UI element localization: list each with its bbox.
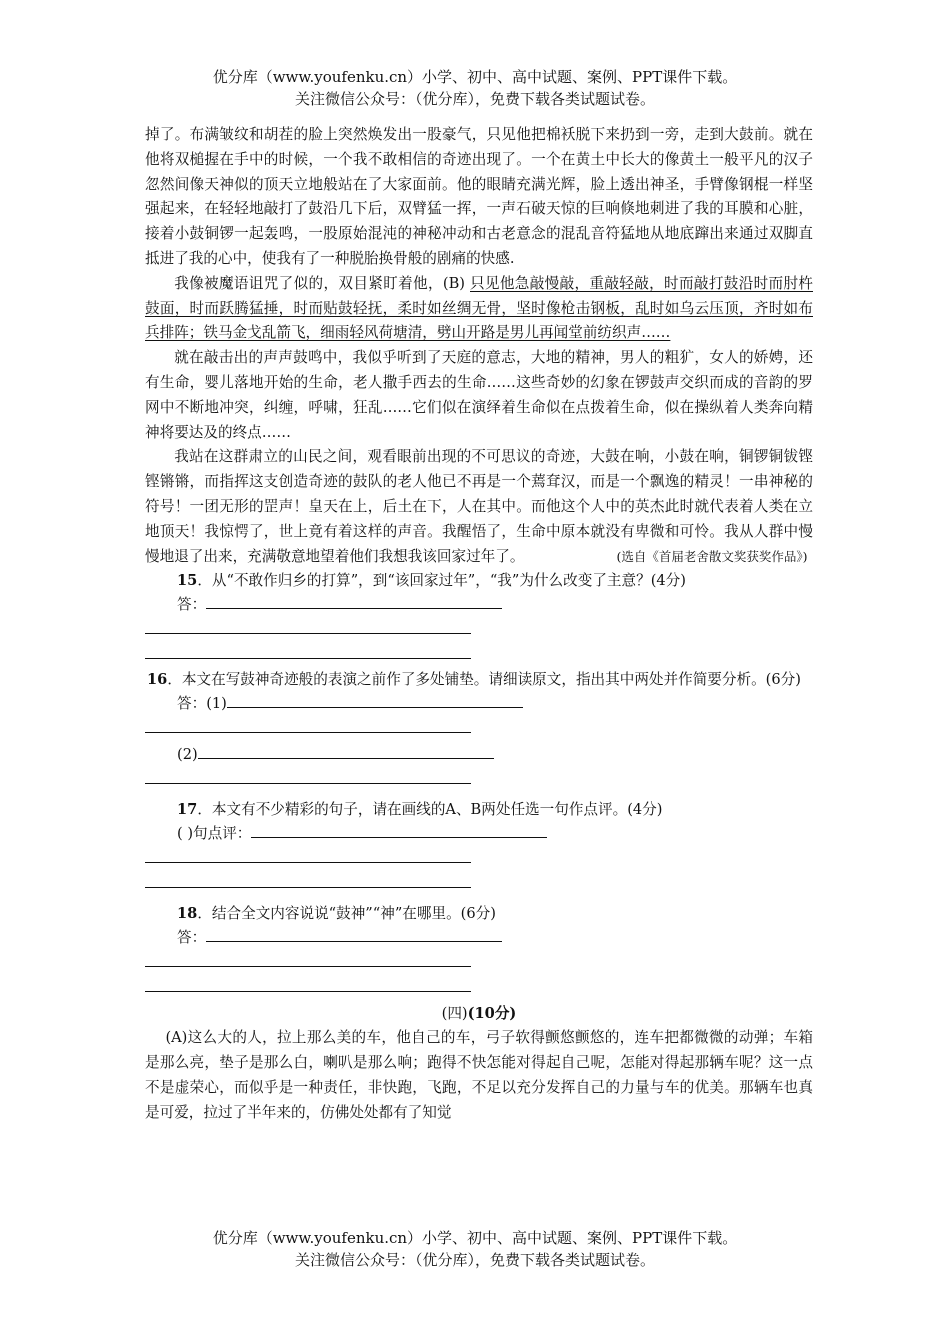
section-4-label: (四) <box>441 1005 468 1023</box>
header-line-1: 优分库（www.youfenku.cn）小学、初中、高中试题、案例、PPT课件下载。 <box>212 68 738 86</box>
section-4-score: (10分) <box>467 1005 517 1023</box>
answer-blank[interactable] <box>206 927 502 942</box>
question-18-text: ．结合全文内容说说“鼓神”“神”在哪里。(6分) <box>197 905 496 923</box>
source-citation: (选自《首届老舍散文奖获奖作品》) <box>616 548 808 564</box>
answer-2-label: (2) <box>177 746 198 764</box>
page-header <box>0 66 950 110</box>
underline-marker-b: (B) <box>442 274 466 292</box>
question-16-answer-2 <box>145 743 813 767</box>
footer-line-2: 关注微信公众号：（优分库），免费下载各类试题试卷。 <box>294 1251 655 1269</box>
question-18 <box>145 902 813 926</box>
question-15-text: ．从“不敢作归乡的打算”，到“该回家过年”，“我”为什么改变了主意？(4分) <box>197 572 686 590</box>
question-17-answer <box>145 822 813 846</box>
header-line-2: 关注微信公众号：（优分库），免费下载各类试题试卷。 <box>294 90 655 108</box>
question-17 <box>145 798 813 822</box>
question-18-answer <box>145 926 813 950</box>
paragraph-4-text: 我站在这群肃立的山民之间，观看眼前出现的不可思议的奇迹，大鼓在响，小鼓在响，铜锣铜钹铿铿锵锵，而指挥这支创造奇迹的鼓队的老人他已不再是一个蔫耷汉，而是一个飘逸的精灵！一串神秘的符号！一团无形的罡声！皇天在上，后土在下，人在其中。而他这个人中的英杰此时就代表着人类在立地顶天！我惊愕了，世上竟有着这样的声音。我醒悟了，生命中原本就没有卑微和可怜。我从人群中慢慢地退了出来，充满敬意地望着他们我想我该回家过年了。 <box>145 448 813 565</box>
underlined-sentence-b: 只见他急敲慢敲，重敲轻敲，时而敲打鼓沿时而肘杵鼓面，时而跃腾猛捶，时而贴鼓轻抚，柔时如丝绸无骨，坚时像枪击钢板，乱时如乌云压顶，齐时如布兵排阵；铁马金戈乱箭飞，细雨轻风荷塘清，劈山开路是男儿再闻堂前纺织声…… <box>145 274 813 342</box>
passage-paragraph-2 <box>145 272 813 346</box>
question-17-number: 17 <box>177 801 198 819</box>
exam-content <box>145 123 813 1126</box>
answer-blank[interactable] <box>227 693 523 708</box>
question-15 <box>145 569 813 593</box>
question-16-number: 16 <box>147 671 168 689</box>
paragraph-2-lead: 我像被魔语诅咒了似的，双目紧盯着他， <box>174 274 443 292</box>
footer-line-1: 优分库（www.youfenku.cn）小学、初中、高中试题、案例、PPT课件下载。 <box>212 1229 738 1247</box>
question-16-answer-1 <box>145 692 813 716</box>
question-16-text: ．本文在写鼓神奇迹般的表演之前作了多处铺垫。请细读原文，指出其中两处并作简要分析。(6分) <box>167 671 801 689</box>
answer-blank[interactable] <box>206 594 502 609</box>
section-4-paragraph: (A)这么大的人，拉上那么美的车，他自己的车，弓子软得颤悠颤悠的，连车把都微微的动弹；车箱是那么亮，垫子是那么白，喇叭是那么响；跑得不快怎能对得起自己呢，怎能对得起那辆车呢？这一点不是虚荣心，而似乎是一种责任，非快跑，飞跑，不足以充分发挥自己的力量与车的优美。那辆车也真是可爱，拉过了半年来的，仿佛处处都有了知觉 <box>145 1029 813 1121</box>
answer-label: 答： <box>177 929 207 947</box>
page-footer <box>0 1227 950 1271</box>
question-15-answer <box>145 593 813 617</box>
answer-label: 答： <box>177 596 207 614</box>
comment-label: ( )句点评： <box>177 825 252 843</box>
passage-paragraph-4 <box>145 445 813 569</box>
question-17-text: ．本文有不少精彩的句子，请在画线的A、B两处任选一句作点评。(4分) <box>197 801 663 819</box>
question-16 <box>145 667 813 692</box>
question-15-number: 15 <box>177 572 198 590</box>
answer-blank[interactable] <box>251 823 547 838</box>
section-4-title <box>145 1002 813 1026</box>
answer-blank[interactable] <box>198 744 494 759</box>
answer-1-label: 答：(1) <box>177 695 227 713</box>
passage-paragraph-1: 掉了。布满皱纹和胡茬的脸上突然焕发出一股豪气，只见他把棉袄脱下来扔到一旁，走到大鼓前。就在他将双槌握在手中的时候，一个我不敢相信的奇迹出现了。一个在黄土中长大的像黄土一般平凡的汉子忽然间像天神似的顶天立地般站在了大家面前。他的眼睛充满光辉，脸上透出神圣，手臂像钢棍一样坚强起来，在轻轻地敲打了鼓沿几下后，双臂猛一挥，一声石破天惊的巨响倏地刺进了我的耳膜和心脏，接着小鼓铜锣一起轰鸣，一股原始混沌的神秘冲动和古老意念的混乱音符猛地从地底蹿出来通过双脚直抵进了我的心中，使我有了一种脱胎换骨般的剧痛的快感. <box>145 126 813 267</box>
passage-paragraph-3: 就在敲击出的声声鼓鸣中，我似乎听到了天庭的意志，大地的精神，男人的粗犷，女人的娇娉，还有生命，婴儿落地开始的生命，老人撒手西去的生命……这些奇妙的幻象在锣鼓声交织而成的音韵的罗网中不断地冲突，纠缠，呼啸，狂乱……它们似在演绎着生命似在点拨着生命，似在操纵着人类奔向精神将要达及的终点…… <box>145 349 813 441</box>
question-18-number: 18 <box>177 905 198 923</box>
